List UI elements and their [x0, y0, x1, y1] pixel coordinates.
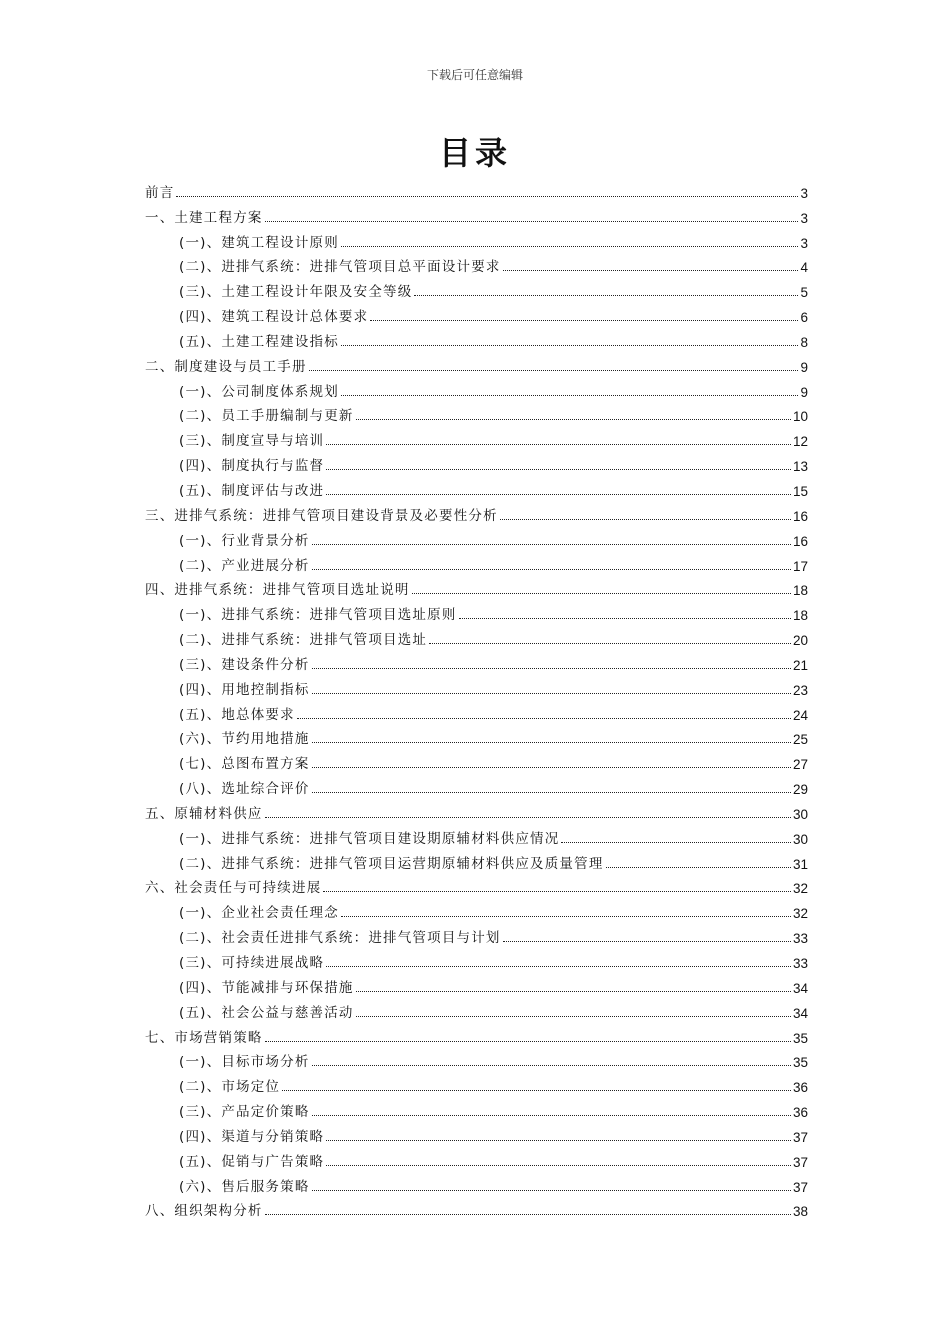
toc-entry-page: 21	[792, 657, 808, 673]
toc-entry-label: 六、社会责任与可持续进展	[145, 880, 322, 897]
toc-entry-page: 8	[800, 334, 808, 350]
toc-entry-page: 31	[792, 856, 808, 872]
toc-entry[interactable]	[145, 872, 808, 897]
toc-leader-dots	[412, 592, 791, 594]
toc-entry-page: 29	[792, 782, 808, 798]
toc-entry[interactable]	[145, 226, 808, 251]
toc-entry-page: 4	[800, 260, 808, 276]
toc-leader-dots	[309, 369, 799, 371]
toc-entry[interactable]	[145, 1021, 808, 1046]
toc-leader-dots	[312, 692, 791, 694]
toc-entry-label: (一)、企业社会责任理念	[179, 905, 339, 922]
toc-entry[interactable]	[145, 325, 808, 350]
toc-entry-label: (四)、节能减排与环保措施	[179, 979, 354, 996]
toc-leader-dots	[312, 667, 791, 669]
toc-entry-page: 13	[792, 459, 808, 475]
toc-entry[interactable]	[145, 1095, 808, 1120]
toc-entry-page: 15	[792, 483, 808, 499]
toc-entry[interactable]	[145, 847, 808, 872]
toc-entry-label: (一)、进排气系统：进排气管项目建设期原辅材料供应情况	[179, 830, 560, 847]
toc-leader-dots	[323, 890, 791, 892]
toc-entry-label: (四)、渠道与分销策略	[179, 1128, 325, 1145]
toc-entry-page: 37	[792, 1154, 808, 1170]
toc-entry-label: (一)、进排气系统：进排气管项目选址原则	[179, 607, 457, 624]
toc-entry[interactable]	[145, 797, 808, 822]
toc-entry-page: 34	[792, 1005, 808, 1021]
toc-entry-page: 18	[792, 583, 808, 599]
toc-entry-label: (二)、社会责任进排气系统：进排气管项目与计划	[179, 930, 501, 947]
toc-entry-label: (三)、土建工程设计年限及安全等级	[179, 284, 413, 301]
toc-entry-page: 9	[800, 384, 808, 400]
toc-leader-dots	[326, 493, 791, 495]
toc-leader-dots	[312, 1064, 791, 1066]
toc-entry-label: (五)、促销与广告策略	[179, 1153, 325, 1170]
toc-entry-page: 5	[800, 285, 808, 301]
toc-entry-page: 32	[792, 881, 808, 897]
toc-entry[interactable]	[145, 474, 808, 499]
page-header: 下载后可任意编辑	[426, 68, 523, 82]
toc-leader-dots	[312, 741, 791, 743]
toc-entry-label: 八、组织架构分析	[145, 1203, 263, 1220]
toc-entry[interactable]	[145, 275, 808, 300]
toc-entry-label: (六)、售后服务策略	[179, 1178, 310, 1195]
toc-leader-dots	[265, 1040, 791, 1042]
page-title: 目录	[438, 134, 511, 172]
toc-entry-page: 16	[792, 508, 808, 524]
toc-leader-dots	[561, 841, 791, 843]
toc-entry[interactable]	[145, 499, 808, 524]
toc-entry-page: 30	[792, 806, 808, 822]
toc-entry-page: 36	[792, 1080, 808, 1096]
toc-entry-label: (五)、制度评估与改进	[179, 482, 325, 499]
toc-entry-label: (一)、建筑工程设计原则	[179, 234, 339, 251]
toc-entry-label: 四、进排气系统：进排气管项目选址说明	[145, 582, 410, 599]
toc-entry-label: (三)、建设条件分析	[179, 656, 310, 673]
toc-entry[interactable]	[145, 921, 808, 946]
toc-entry-label: (五)、地总体要求	[179, 706, 295, 723]
toc-leader-dots	[265, 220, 799, 222]
toc-leader-dots	[356, 418, 791, 420]
toc-leader-dots	[503, 940, 791, 942]
toc-entry-label: (六)、节约用地措施	[179, 731, 310, 748]
toc-leader-dots	[503, 269, 799, 271]
toc-entry-page: 25	[792, 732, 808, 748]
toc-entry[interactable]	[145, 176, 808, 201]
toc-entry-label: (四)、用地控制指标	[179, 681, 310, 698]
toc-entry-page: 37	[792, 1179, 808, 1195]
toc-entry-label: (二)、员工手册编制与更新	[179, 408, 354, 425]
toc-leader-dots	[326, 1164, 791, 1166]
toc-entry-label: (二)、市场定位	[179, 1079, 281, 1096]
toc-leader-dots	[606, 866, 791, 868]
toc-leader-dots	[356, 1015, 791, 1017]
toc-entry[interactable]	[145, 623, 808, 648]
toc-entry[interactable]	[145, 449, 808, 474]
toc-leader-dots	[265, 1213, 791, 1215]
toc-leader-dots	[312, 568, 791, 570]
toc-entry-page: 35	[792, 1055, 808, 1071]
toc-entry-label: (二)、产业进展分析	[179, 557, 310, 574]
toc-leader-dots	[326, 468, 791, 470]
toc-leader-dots	[326, 1139, 791, 1141]
toc-entry-page: 6	[800, 310, 808, 326]
toc-entry[interactable]	[145, 946, 808, 971]
toc-entry[interactable]	[145, 1170, 808, 1195]
toc-entry-label: (二)、进排气系统：进排气管项目总平面设计要求	[179, 259, 501, 276]
toc-entry[interactable]	[145, 549, 808, 574]
toc-entry-label: (三)、可持续进展战略	[179, 955, 325, 971]
table-of-contents	[145, 176, 808, 1219]
toc-entry-label: (二)、进排气系统：进排气管项目选址	[179, 632, 428, 649]
toc-leader-dots	[312, 791, 791, 793]
toc-entry-page: 33	[792, 931, 808, 947]
toc-entry-label: (八)、选址综合评价	[179, 781, 310, 798]
toc-leader-dots	[312, 1114, 791, 1116]
toc-entry[interactable]	[145, 971, 808, 996]
toc-entry-label: (四)、建筑工程设计总体要求	[179, 309, 369, 326]
toc-entry-page: 38	[792, 1204, 808, 1220]
toc-entry-label: (一)、公司制度体系规划	[179, 383, 339, 400]
toc-leader-dots	[370, 319, 798, 321]
toc-leader-dots	[429, 642, 791, 644]
toc-entry-label: 七、市场营销策略	[145, 1029, 263, 1046]
toc-entry[interactable]	[145, 424, 808, 449]
toc-entry-page: 18	[792, 608, 808, 624]
toc-entry-label: (一)、目标市场分析	[179, 1054, 310, 1071]
toc-entry[interactable]	[145, 698, 808, 723]
toc-entry-label: (五)、社会公益与慈善活动	[179, 1004, 354, 1021]
toc-entry[interactable]	[145, 822, 808, 847]
toc-leader-dots	[500, 518, 791, 520]
toc-entry[interactable]	[145, 723, 808, 748]
toc-entry[interactable]	[145, 350, 808, 375]
toc-entry[interactable]	[145, 251, 808, 276]
toc-entry-page: 3	[800, 185, 808, 201]
toc-entry[interactable]	[145, 300, 808, 325]
toc-leader-dots	[326, 443, 791, 445]
toc-entry-page: 33	[792, 956, 808, 971]
toc-leader-dots	[341, 245, 799, 247]
toc-leader-dots	[459, 617, 791, 619]
toc-leader-dots	[312, 766, 791, 768]
toc-entry[interactable]	[145, 1070, 808, 1095]
toc-entry-page: 24	[792, 707, 808, 723]
toc-entry-label: (二)、进排气系统：进排气管项目运营期原辅材料供应及质量管理	[179, 855, 604, 872]
toc-entry-page: 20	[792, 633, 808, 649]
toc-leader-dots	[341, 915, 791, 917]
toc-entry-label: 五、原辅材料供应	[145, 805, 263, 822]
toc-entry[interactable]	[145, 524, 808, 549]
toc-entry-label: (四)、制度执行与监督	[179, 458, 325, 475]
toc-entry-page: 3	[800, 210, 808, 226]
toc-entry-label: (三)、制度宣导与培训	[179, 433, 325, 450]
toc-leader-dots	[297, 717, 791, 719]
toc-entry-page: 16	[792, 533, 808, 549]
toc-entry-label: (七)、总图布置方案	[179, 756, 310, 773]
toc-leader-dots	[312, 543, 791, 545]
toc-leader-dots	[414, 294, 798, 296]
toc-entry[interactable]	[145, 1195, 808, 1220]
toc-entry-label: (三)、产品定价策略	[179, 1104, 310, 1121]
toc-entry-label: 一、土建工程方案	[145, 209, 263, 226]
toc-entry-label: (一)、行业背景分析	[179, 532, 310, 549]
toc-entry-page: 34	[792, 980, 808, 996]
toc-entry[interactable]	[145, 996, 808, 1021]
toc-entry-page: 30	[792, 831, 808, 847]
toc-entry-page: 3	[800, 235, 808, 251]
toc-leader-dots	[265, 816, 791, 818]
toc-entry[interactable]	[145, 1145, 808, 1170]
toc-entry-page: 37	[792, 1129, 808, 1145]
toc-leader-dots	[326, 965, 791, 967]
toc-entry[interactable]	[145, 574, 808, 599]
toc-entry-label: 二、制度建设与员工手册	[145, 358, 307, 375]
toc-entry[interactable]	[145, 896, 808, 921]
toc-entry[interactable]	[145, 673, 808, 698]
toc-entry-page: 35	[792, 1030, 808, 1046]
toc-entry[interactable]	[145, 1046, 808, 1071]
toc-entry-page: 12	[792, 434, 808, 450]
toc-leader-dots	[341, 344, 799, 346]
toc-entry-label: 三、进排气系统：进排气管项目建设背景及必要性分析	[145, 507, 498, 524]
toc-entry[interactable]	[145, 1120, 808, 1145]
toc-entry[interactable]	[145, 772, 808, 797]
toc-entry[interactable]	[145, 648, 808, 673]
toc-entry-label: 前言	[145, 184, 175, 201]
toc-entry-page: 17	[792, 558, 808, 574]
toc-entry[interactable]	[145, 598, 808, 623]
toc-leader-dots	[341, 394, 799, 396]
toc-entry[interactable]	[145, 201, 808, 226]
toc-leader-dots	[282, 1089, 791, 1091]
toc-entry-page: 27	[792, 757, 808, 773]
toc-entry[interactable]	[145, 400, 808, 425]
toc-entry-page: 9	[800, 359, 808, 375]
toc-entry-page: 10	[792, 409, 808, 425]
toc-entry[interactable]	[145, 375, 808, 400]
toc-entry-label: (五)、土建工程建设指标	[179, 333, 339, 350]
toc-leader-dots	[176, 195, 798, 197]
toc-entry[interactable]	[145, 747, 808, 772]
toc-leader-dots	[312, 1189, 791, 1191]
toc-entry-page: 23	[792, 682, 808, 698]
toc-entry-page: 32	[792, 906, 808, 922]
toc-leader-dots	[356, 990, 791, 992]
toc-entry-page: 36	[792, 1105, 808, 1121]
